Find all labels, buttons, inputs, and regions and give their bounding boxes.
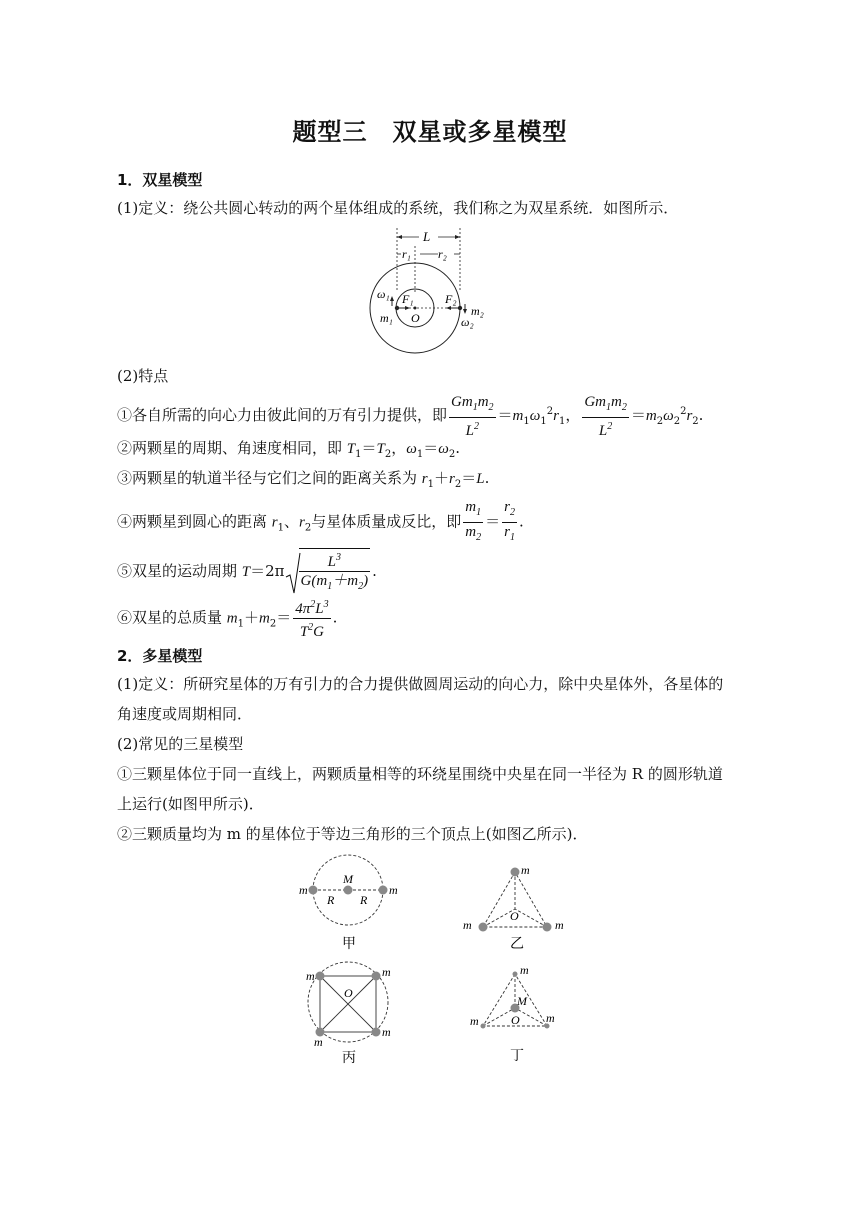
svg-text:m: m	[463, 918, 472, 932]
s1-item3: ③两颗星的轨道半径与它们之间的距离关系为 $r_1+r_2=L$.	[117, 469, 490, 490]
svg-text:m: m	[299, 883, 308, 897]
s1-item4: ④两颗星到圆心的距离 $r_1$、$r_2$与星体质量成反比，即 $\frac{m_1}{m_2}$ ＝ $\frac{r_2}{r_1}$ .	[117, 498, 524, 549]
diagram-bing	[306, 962, 391, 1066]
item5-text: ⑤双星的运动周期	[117, 562, 242, 580]
page-title: 题型三 双星或多星模型	[292, 118, 568, 146]
label-r2: r₂	[438, 247, 447, 261]
diagram-jia	[299, 855, 398, 952]
svg-text:m: m	[521, 863, 530, 877]
svg-text:M: M	[343, 872, 353, 886]
svg-text:m: m	[382, 965, 391, 979]
svg-text:m: m	[470, 1014, 479, 1028]
label-r1: r₁	[402, 247, 411, 261]
s2-item1-line2: 上运行(如图甲所示)．	[117, 795, 264, 813]
label-ding: 丁	[510, 1049, 524, 1064]
svg-text:m: m	[555, 918, 564, 932]
svg-text:m: m	[520, 963, 529, 977]
svg-text:m: m	[314, 1035, 323, 1049]
svg-text:M: M	[517, 994, 527, 1008]
s2-def-line1: (1)定义：所研究星体的万有引力的合力提供做圆周运动的向心力，除中央星体外，各星体的	[117, 675, 724, 693]
s2-common-label: (2)常见的三星模型	[117, 735, 244, 753]
s2-item2: ②三颗质量均为 m 的星体位于等边三角形的三个顶点上(如图乙所示)．	[117, 825, 588, 843]
s1-features-label: (2)特点	[117, 367, 169, 385]
s1-item5: ⑤双星的运动周期 T＝2π $\frac{L^3}{G(m_1+m_2)}$ .	[117, 548, 377, 596]
label-O: O	[411, 311, 420, 325]
section2-heading: 2．多星模型	[117, 647, 203, 665]
item4-text: ④两颗星到圆心的距离	[117, 512, 272, 531]
fraction-total-mass: $\frac{4\pi^2L^3}{T^2G}$	[293, 596, 330, 641]
item2-text: ②两颗星的周期、角速度相同，即	[117, 439, 347, 457]
label-bing: 丙	[342, 1051, 356, 1066]
svg-text:m: m	[382, 1025, 391, 1039]
fraction-gravity-2: $\frac{Gm_1m_2}{L^2}$	[584, 393, 627, 439]
label-m1: m₁	[380, 311, 393, 325]
label-L: L	[423, 229, 431, 244]
diagram-yi	[463, 863, 564, 952]
svg-text:m: m	[389, 883, 398, 897]
label-jia: 甲	[342, 937, 356, 952]
fraction-period: $\frac{L^3}{G(m_1+m_2)}$	[299, 548, 371, 596]
fraction-gravity-1: $\frac{Gm_1m_2}{L^2}$	[451, 393, 494, 439]
s1-item2: ②两颗星的周期、角速度相同，即 $T_1=T_2$，$\omega_1=\omega_2$.	[117, 439, 460, 460]
s1-item6: ⑥双星的总质量 $m_1+m_2=$ $\frac{4\pi^2L^3}{T^2G}$ .	[117, 596, 337, 645]
s2-def-line2: 角速度或周期相同．	[117, 705, 253, 723]
label-w1: ω₁	[377, 287, 390, 301]
svg-text:R: R	[360, 893, 368, 907]
item4-mid: 、	[284, 512, 300, 531]
item6-text: ⑥双星的总质量	[117, 608, 227, 627]
fraction-radius-ratio: $\frac{r_2}{r_1}$	[504, 499, 515, 543]
svg-text:m: m	[546, 1011, 555, 1025]
section1-heading: 1．双星模型	[117, 171, 203, 189]
item4-tail: 与星体质量成反比，即	[311, 512, 462, 531]
svg-text:R: R	[327, 893, 335, 907]
label-m2: m₂	[471, 304, 484, 318]
multi-star-diagrams	[290, 852, 580, 1070]
binary-star-diagram	[368, 224, 494, 358]
svg-text:m: m	[306, 969, 315, 983]
s2-item1-line1: ①三颗星体位于同一直线上，两颗质量相等的环绕星围绕中央星在同一半径为 R 的圆形轨道	[117, 765, 723, 783]
diagram-ding	[470, 963, 555, 1064]
label-w2: ω₂	[461, 315, 474, 329]
label-F1: F₁	[402, 292, 414, 306]
svg-text:O: O	[511, 1013, 520, 1027]
s1-definition: (1)定义：绕公共圆心转动的两个星体组成的系统，我们称之为双星系统．如图所示．	[117, 199, 679, 217]
svg-text:O: O	[344, 986, 353, 1000]
label-F2: F₂	[445, 292, 457, 306]
item1-text: ①各自所需的向心力由彼此间的万有引力提供，即	[117, 406, 448, 424]
label-yi: 乙	[510, 937, 524, 952]
item3-text: ③两颗星的轨道半径与它们之间的距离关系为	[117, 469, 422, 487]
svg-text:O: O	[510, 909, 519, 923]
s1-item1: ①各自所需的向心力由彼此间的万有引力提供，即 $\frac{Gm_1m_2}{L^2}$ $=m_1\omega_1^2r_1$， $\frac{Gm_1m_2}{L^2}$ $=m_2\omega_2^2r_2$.	[117, 393, 704, 439]
fraction-mass-ratio: $\frac{m_1}{m_2}$	[465, 499, 482, 543]
